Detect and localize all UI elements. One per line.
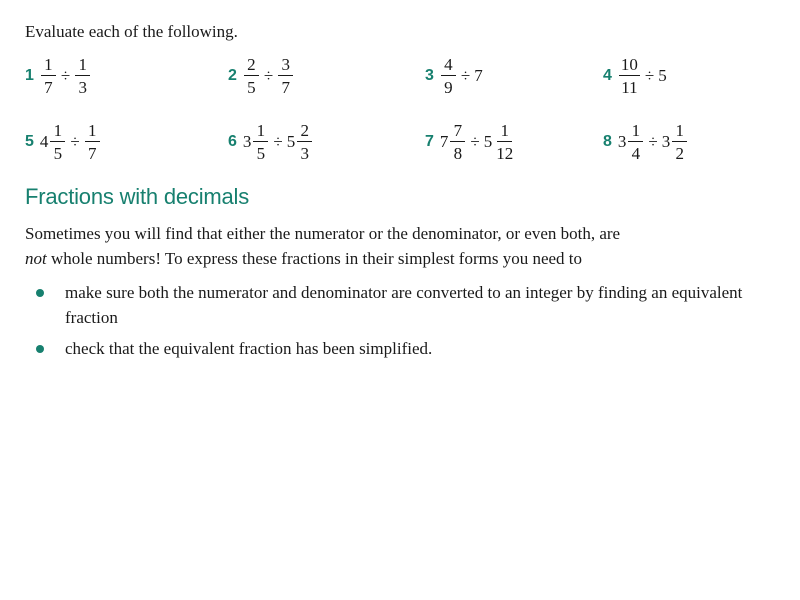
divide-operator: ÷ xyxy=(70,132,80,151)
problem-number: 5 xyxy=(25,133,34,150)
bullet-item xyxy=(25,280,785,330)
denominator: 12 xyxy=(496,144,514,163)
denominator: 2 xyxy=(675,144,684,163)
problem-item xyxy=(25,116,101,168)
term xyxy=(618,122,645,162)
fraction xyxy=(619,56,640,96)
denominator: 5 xyxy=(247,78,256,97)
term xyxy=(243,122,270,162)
term xyxy=(662,122,689,162)
problem-number: 8 xyxy=(603,133,612,150)
numerator: 10 xyxy=(620,55,638,74)
divide-operator: ÷ xyxy=(263,66,274,85)
term xyxy=(243,56,260,96)
integer-divisor: 7 xyxy=(474,66,483,85)
whole-number: 5 xyxy=(286,132,296,151)
numerator: 7 xyxy=(450,122,465,142)
section-heading: Fractions with decimals xyxy=(25,184,250,209)
numerator: 1 xyxy=(50,122,65,142)
whole-number: 5 xyxy=(483,132,493,151)
whole-number: 4 xyxy=(39,132,49,151)
problem-number: 6 xyxy=(228,133,237,150)
integer-divisor: 5 xyxy=(658,66,667,85)
denominator: 7 xyxy=(281,78,290,97)
fraction xyxy=(297,122,312,162)
instruction-text: Evaluate each of the following. xyxy=(25,22,238,41)
numerator: 3 xyxy=(278,56,293,76)
problem-item xyxy=(425,116,516,168)
numerator: 1 xyxy=(672,122,687,142)
fraction xyxy=(628,122,643,162)
term xyxy=(40,122,67,162)
problem-item xyxy=(603,116,688,168)
problem-number: 1 xyxy=(25,67,34,84)
divide-operator: ÷ xyxy=(60,66,71,85)
fraction xyxy=(278,56,293,96)
term xyxy=(440,122,467,162)
whole-number: 3 xyxy=(617,132,627,151)
bullet-text: check that the equivalent fraction has been simplified. xyxy=(65,339,433,358)
paragraph-line-1: Sometimes you will find that either the numerator or the denominator, or even both, are xyxy=(25,224,621,243)
numerator: 2 xyxy=(244,56,259,76)
problem-number: 3 xyxy=(425,67,434,84)
problem-number: 4 xyxy=(603,67,612,84)
paragraph-emphasis: not xyxy=(25,249,47,268)
term xyxy=(277,56,294,96)
fraction xyxy=(75,56,90,96)
whole-number: 3 xyxy=(661,132,671,151)
term xyxy=(40,56,57,96)
problem-item xyxy=(25,50,91,102)
paragraph-line-2: whole numbers! To express these fractions in their simplest forms you need to xyxy=(46,249,583,268)
denominator: 8 xyxy=(453,144,463,163)
fraction xyxy=(85,122,100,162)
problem-number: 2 xyxy=(228,67,237,84)
whole-number: 3 xyxy=(242,132,252,151)
divide-operator: ÷ xyxy=(273,132,283,151)
denominator: 3 xyxy=(78,78,87,97)
denominator: 11 xyxy=(621,78,638,97)
term xyxy=(484,122,517,162)
bullet-dot-icon xyxy=(36,345,44,353)
term xyxy=(287,122,314,162)
divide-operator: ÷ xyxy=(470,132,480,151)
problem-item xyxy=(228,116,313,168)
numerator: 2 xyxy=(297,122,312,142)
numerator: 1 xyxy=(497,122,512,142)
denominator: 5 xyxy=(256,144,266,163)
term xyxy=(440,56,457,96)
fraction xyxy=(253,122,268,162)
bullet-dot-icon xyxy=(36,289,44,297)
problem-item xyxy=(603,50,667,102)
divide-operator: ÷ xyxy=(644,66,655,85)
bullet-list xyxy=(25,280,785,367)
numerator: 1 xyxy=(41,56,56,76)
fraction xyxy=(494,122,515,162)
numerator: 1 xyxy=(85,122,100,142)
divide-operator: ÷ xyxy=(648,132,658,151)
fraction xyxy=(41,56,56,96)
problem-item xyxy=(228,50,294,102)
problem-item xyxy=(425,50,483,102)
bullet-text: make sure both the numerator and denominator are converted to an integer by finding an equivalent fraction xyxy=(65,283,743,327)
denominator: 9 xyxy=(444,78,453,97)
fraction xyxy=(244,56,259,96)
numerator: 1 xyxy=(253,122,268,142)
denominator: 7 xyxy=(44,78,53,97)
divide-operator: ÷ xyxy=(460,66,471,85)
numerator: 4 xyxy=(441,56,456,76)
denominator: 4 xyxy=(631,144,641,163)
fraction xyxy=(672,122,687,162)
denominator: 7 xyxy=(88,144,97,163)
fraction xyxy=(50,122,65,162)
bullet-item xyxy=(25,336,785,361)
problem-number: 7 xyxy=(425,133,434,150)
whole-number: 7 xyxy=(439,132,449,151)
numerator: 1 xyxy=(628,122,643,142)
denominator: 3 xyxy=(300,144,309,163)
term xyxy=(74,56,91,96)
term xyxy=(618,56,641,96)
fraction xyxy=(441,56,456,96)
section-paragraph xyxy=(25,221,785,271)
term xyxy=(84,122,101,162)
numerator: 1 xyxy=(75,56,90,76)
fraction xyxy=(450,122,465,162)
denominator: 5 xyxy=(53,144,63,163)
